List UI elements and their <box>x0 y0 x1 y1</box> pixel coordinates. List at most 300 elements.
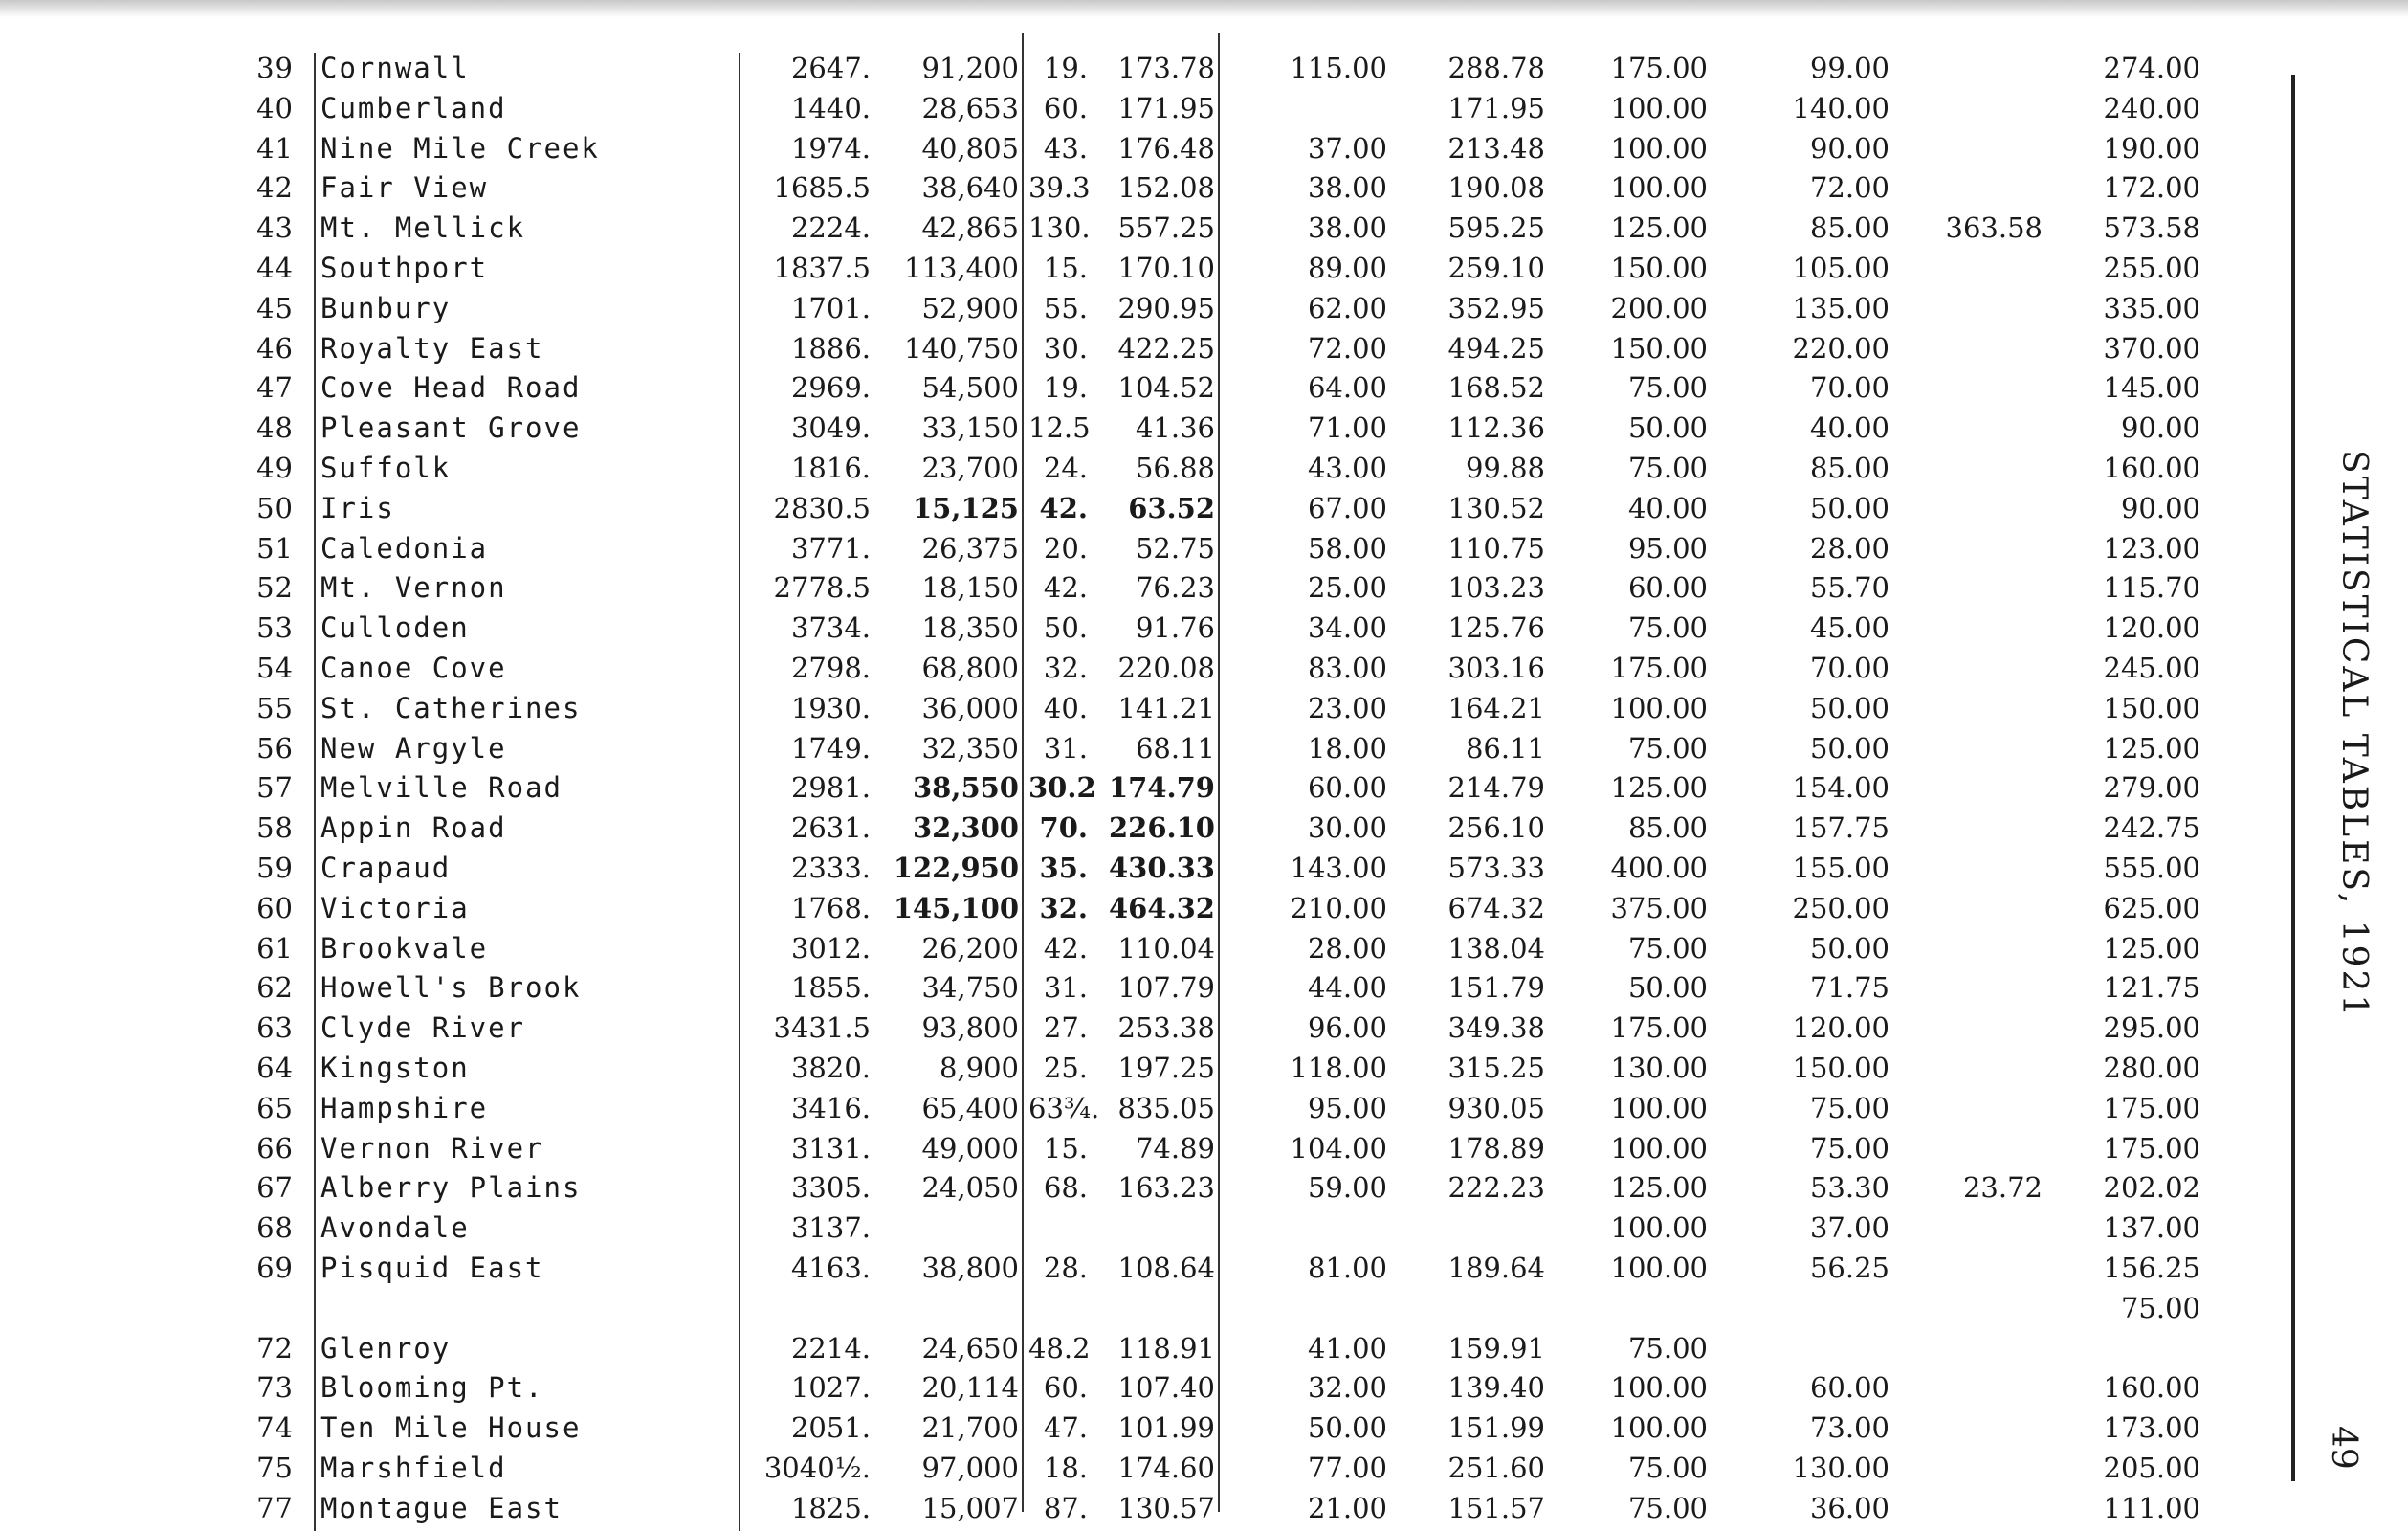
value-c6: 171.95 <box>1447 92 1545 124</box>
value-c5: 72.00 <box>1307 332 1387 365</box>
table-row <box>0 1208 2408 1248</box>
value-c6: 110.75 <box>1447 532 1545 565</box>
value-c5: 64.00 <box>1307 371 1387 404</box>
value-c6: 213.48 <box>1447 132 1545 165</box>
value-c5: 34.00 <box>1307 611 1387 644</box>
district-name-label: Appin Road <box>320 811 517 844</box>
value-c1: 2778.5 <box>773 571 871 604</box>
district-name-label: Howell's Brook <box>320 971 590 1004</box>
value-c2: 32,350 <box>921 732 1019 765</box>
district-name-label: Culloden <box>320 611 479 644</box>
value-c5: 89.00 <box>1307 252 1387 284</box>
value-c6: 930.05 <box>1447 1092 1545 1124</box>
value-c7: 100.00 <box>1610 1211 1708 1244</box>
value-c7: 75.00 <box>1627 1452 1708 1484</box>
value-c3: 68. <box>1043 1171 1088 1204</box>
value-c4: 130.57 <box>1117 1492 1215 1524</box>
value-c8: 157.75 <box>1792 811 1889 844</box>
value-c8: 28.00 <box>1809 532 1889 565</box>
value-c5: 38.00 <box>1307 211 1387 244</box>
district-name-label: Blooming Pt. <box>320 1371 554 1404</box>
value-c3: 15. <box>1043 1132 1088 1165</box>
value-c4: 174.79 <box>1109 771 1215 804</box>
table-row <box>0 728 2408 768</box>
district-name <box>320 1088 722 1128</box>
value-c10: 202.02 <box>2103 1171 2200 1204</box>
value-c1: 3734. <box>790 611 871 644</box>
value-c4: 176.48 <box>1117 132 1215 165</box>
value-c5: 60.00 <box>1307 771 1387 804</box>
value-c6: 99.88 <box>1465 452 1545 484</box>
row-number: 50 <box>256 492 294 524</box>
value-c5: 95.00 <box>1307 1092 1387 1124</box>
value-c5: 25.00 <box>1307 571 1387 604</box>
district-name <box>320 1048 722 1088</box>
value-c2: 93,800 <box>921 1011 1019 1044</box>
table-row <box>0 648 2408 688</box>
value-c1: 3305. <box>790 1171 871 1204</box>
value-c3: 15. <box>1043 252 1088 284</box>
value-c5: 67.00 <box>1307 492 1387 524</box>
value-c3: 42. <box>1043 932 1088 965</box>
value-c3: 40. <box>1043 692 1088 724</box>
value-c7: 75.00 <box>1627 1332 1708 1365</box>
district-name <box>320 448 722 488</box>
value-c4: 163.23 <box>1117 1171 1215 1204</box>
row-number: 67 <box>256 1171 294 1204</box>
value-c5: 83.00 <box>1307 652 1387 684</box>
value-c2: 23,700 <box>921 452 1019 484</box>
value-c2: 15,007 <box>921 1492 1019 1524</box>
row-number: 73 <box>256 1371 294 1404</box>
table-row <box>0 967 2408 1008</box>
value-c2: 140,750 <box>904 332 1019 365</box>
value-c7: 75.00 <box>1627 452 1708 484</box>
district-name <box>320 1408 722 1448</box>
table-row <box>0 567 2408 608</box>
row-number: 75 <box>256 1452 294 1484</box>
district-name <box>320 1008 722 1048</box>
district-name-label: Pisquid East <box>320 1252 554 1284</box>
value-c2: 33,150 <box>921 411 1019 444</box>
value-c4: 170.10 <box>1117 252 1215 284</box>
value-c7: 75.00 <box>1627 1492 1708 1524</box>
value-c4: 197.25 <box>1117 1052 1215 1084</box>
table-row <box>0 888 2408 928</box>
district-name <box>320 688 722 728</box>
value-c6: 164.21 <box>1447 692 1545 724</box>
district-name-label: Pleasant Grove <box>320 411 590 444</box>
value-c8: 155.00 <box>1792 852 1889 884</box>
district-name-label: Brookvale <box>320 932 497 965</box>
value-c3: 24. <box>1043 452 1088 484</box>
value-c1: 1701. <box>790 292 871 324</box>
value-c10: 335.00 <box>2103 292 2200 324</box>
value-c8: 72.00 <box>1809 171 1889 204</box>
value-c1: 1440. <box>790 92 871 124</box>
value-c4: 174.60 <box>1117 1452 1215 1484</box>
value-c5: 59.00 <box>1307 1171 1387 1204</box>
value-c6: 256.10 <box>1447 811 1545 844</box>
value-c1: 2333. <box>790 852 871 884</box>
value-c8: 71.75 <box>1809 971 1889 1004</box>
value-c10: 172.00 <box>2103 171 2200 204</box>
row-number: 45 <box>256 292 294 324</box>
value-c2: 24,050 <box>921 1171 1019 1204</box>
row-number: 39 <box>256 52 294 84</box>
row-number: 53 <box>256 611 294 644</box>
district-name-label: Crapaud <box>320 852 460 884</box>
table-row <box>0 528 2408 568</box>
value-c10: 573.58 <box>2103 211 2200 244</box>
value-c2: 38,640 <box>921 171 1019 204</box>
value-c8: 135.00 <box>1792 292 1889 324</box>
value-c4: 152.08 <box>1117 171 1215 204</box>
value-c4: 220.08 <box>1117 652 1215 684</box>
value-c7: 130.00 <box>1610 1052 1708 1084</box>
value-c8: 85.00 <box>1809 452 1889 484</box>
value-c7: 50.00 <box>1627 411 1708 444</box>
value-c3: 60. <box>1043 92 1088 124</box>
district-name <box>320 1248 722 1288</box>
value-c1: 2051. <box>790 1411 871 1444</box>
value-c3: 47. <box>1043 1411 1088 1444</box>
district-name-label: Montague East <box>320 1492 572 1524</box>
value-c10: 242.75 <box>2103 811 2200 844</box>
row-number: 69 <box>256 1252 294 1284</box>
value-c2: 38,550 <box>913 771 1019 804</box>
district-name <box>320 1167 722 1208</box>
value-c5: 44.00 <box>1307 971 1387 1004</box>
row-number: 64 <box>256 1052 294 1084</box>
district-name <box>320 1128 722 1168</box>
value-c10: 175.00 <box>2103 1092 2200 1124</box>
value-c1: 2969. <box>790 371 871 404</box>
value-c4: 141.21 <box>1117 692 1215 724</box>
value-c10: 90.00 <box>2120 411 2200 444</box>
value-c6: 494.25 <box>1447 332 1545 365</box>
page-number: 49 <box>2324 1426 2363 1470</box>
district-name <box>320 1288 722 1328</box>
value-c4: 422.25 <box>1117 332 1215 365</box>
value-c6: 352.95 <box>1447 292 1545 324</box>
row-number: 66 <box>256 1132 294 1165</box>
value-c5: 18.00 <box>1307 732 1387 765</box>
district-name <box>320 728 722 768</box>
value-c1: 3137. <box>790 1211 871 1244</box>
district-name <box>320 488 722 528</box>
value-c8: 140.00 <box>1792 92 1889 124</box>
value-c7: 95.00 <box>1627 532 1708 565</box>
row-number: 47 <box>256 371 294 404</box>
value-c10: 125.00 <box>2103 732 2200 765</box>
value-c4: 110.04 <box>1117 932 1215 965</box>
value-c5: 23.00 <box>1307 692 1387 724</box>
district-name-label: Mt. Mellick <box>320 211 535 244</box>
table-row <box>0 848 2408 888</box>
table-row <box>0 1288 2408 1328</box>
value-c7: 375.00 <box>1610 892 1708 924</box>
value-c2: 65,400 <box>921 1092 1019 1124</box>
table-row <box>0 1328 2408 1368</box>
value-c4: 118.91 <box>1117 1332 1215 1365</box>
value-c2: 38,800 <box>921 1252 1019 1284</box>
value-c7: 75.00 <box>1627 611 1708 644</box>
value-c3: 19. <box>1043 371 1088 404</box>
district-name-label: Royalty East <box>320 332 554 365</box>
row-number: 59 <box>256 852 294 884</box>
district-name-label: Kingston <box>320 1052 479 1084</box>
value-c10: 295.00 <box>2103 1011 2200 1044</box>
value-c4: 104.52 <box>1117 371 1215 404</box>
district-name <box>320 928 722 968</box>
district-name <box>320 808 722 848</box>
district-name-label: Suffolk <box>320 452 460 484</box>
district-name <box>320 88 722 128</box>
district-name-label: Cove Head Road <box>320 371 590 404</box>
value-c3: 19. <box>1043 52 1088 84</box>
row-number: 44 <box>256 252 294 284</box>
value-c5: 96.00 <box>1307 1011 1387 1044</box>
value-c5: 71.00 <box>1307 411 1387 444</box>
value-c5: 37.00 <box>1307 132 1387 165</box>
value-c10: 625.00 <box>2103 892 2200 924</box>
district-name-label: Cornwall <box>320 52 479 84</box>
value-c3: 70. <box>1039 811 1088 844</box>
value-c5: 104.00 <box>1290 1132 1387 1165</box>
row-number: 57 <box>256 771 294 804</box>
row-number: 41 <box>256 132 294 165</box>
value-c6: 159.91 <box>1447 1332 1545 1365</box>
value-c1: 2631. <box>790 811 871 844</box>
value-c4: 430.33 <box>1109 852 1215 884</box>
district-name-label: Melville Road <box>320 771 572 804</box>
district-name <box>320 608 722 648</box>
value-c6: 112.36 <box>1447 411 1545 444</box>
value-c5: 32.00 <box>1307 1371 1387 1404</box>
value-c2: 21,700 <box>921 1411 1019 1444</box>
value-c3: 18. <box>1043 1452 1088 1484</box>
row-number: 40 <box>256 92 294 124</box>
value-c6: 86.11 <box>1465 732 1545 765</box>
value-c8: 150.00 <box>1792 1052 1889 1084</box>
value-c7: 125.00 <box>1610 1171 1708 1204</box>
value-c4: 253.38 <box>1117 1011 1215 1044</box>
value-c1: 1685.5 <box>773 171 871 204</box>
value-c8: 45.00 <box>1809 611 1889 644</box>
value-c10: 120.00 <box>2103 611 2200 644</box>
value-c8: 55.70 <box>1809 571 1889 604</box>
value-c3: 25. <box>1043 1052 1088 1084</box>
row-number: 54 <box>256 652 294 684</box>
value-c5: 62.00 <box>1307 292 1387 324</box>
value-c7: 150.00 <box>1610 332 1708 365</box>
value-c6: 674.32 <box>1447 892 1545 924</box>
value-c3: 42. <box>1039 492 1088 524</box>
district-name-label: St. Catherines <box>320 692 590 724</box>
table-row <box>0 88 2408 128</box>
value-c3: 130. <box>1028 211 1091 244</box>
value-c3: 31. <box>1043 971 1088 1004</box>
value-c3: 30. <box>1043 332 1088 365</box>
table-row <box>0 767 2408 808</box>
value-c1: 3131. <box>790 1132 871 1165</box>
value-c8: 120.00 <box>1792 1011 1889 1044</box>
value-c8: 50.00 <box>1809 692 1889 724</box>
value-c8: 220.00 <box>1792 332 1889 365</box>
value-c3: 35. <box>1039 852 1088 884</box>
table-row <box>0 1128 2408 1168</box>
value-c5: 77.00 <box>1307 1452 1387 1484</box>
district-name <box>320 967 722 1008</box>
value-c8: 154.00 <box>1792 771 1889 804</box>
value-c4: 107.79 <box>1117 971 1215 1004</box>
right-margin-rule <box>2291 75 2295 1481</box>
value-c8: 75.00 <box>1809 1132 1889 1165</box>
value-c10: 245.00 <box>2103 652 2200 684</box>
table-row <box>0 1488 2408 1528</box>
value-c8: 73.00 <box>1809 1411 1889 1444</box>
value-c1: 2647. <box>790 52 871 84</box>
row-number: 61 <box>256 932 294 965</box>
district-name-label: Caledonia <box>320 532 497 565</box>
district-name-label: Marshfield <box>320 1452 517 1484</box>
district-name-label: Mt. Vernon <box>320 571 517 604</box>
table-row <box>0 1248 2408 1288</box>
value-c10: 150.00 <box>2103 692 2200 724</box>
value-c10: 279.00 <box>2103 771 2200 804</box>
table-row <box>0 688 2408 728</box>
value-c10: 175.00 <box>2103 1132 2200 1165</box>
value-c7: 100.00 <box>1610 1092 1708 1124</box>
value-c1: 1816. <box>790 452 871 484</box>
value-c8: 36.00 <box>1809 1492 1889 1524</box>
district-name <box>320 648 722 688</box>
value-c3: 28. <box>1043 1252 1088 1284</box>
value-c7: 100.00 <box>1610 1411 1708 1444</box>
value-c7: 150.00 <box>1610 252 1708 284</box>
value-c3: 30.2 <box>1028 771 1096 804</box>
value-c6: 573.33 <box>1447 852 1545 884</box>
table-row <box>0 808 2408 848</box>
value-c10: 90.00 <box>2120 492 2200 524</box>
value-c8: 75.00 <box>1809 1092 1889 1124</box>
value-c5: 115.00 <box>1290 52 1387 84</box>
value-c2: 97,000 <box>921 1452 1019 1484</box>
value-c7: 125.00 <box>1610 771 1708 804</box>
value-c1: 3771. <box>790 532 871 565</box>
value-c5: 81.00 <box>1307 1252 1387 1284</box>
district-name-label: Bunbury <box>320 292 460 324</box>
row-number: 77 <box>256 1492 294 1524</box>
value-c6: 168.52 <box>1447 371 1545 404</box>
value-c7: 60.00 <box>1627 571 1708 604</box>
value-c1: 1768. <box>790 892 871 924</box>
table-row <box>0 448 2408 488</box>
value-c8: 56.25 <box>1809 1252 1889 1284</box>
value-c8: 37.00 <box>1809 1211 1889 1244</box>
district-name <box>320 888 722 928</box>
value-c5: 38.00 <box>1307 171 1387 204</box>
district-name-label: Glenroy <box>320 1332 460 1365</box>
value-c5: 50.00 <box>1307 1411 1387 1444</box>
value-c5: 21.00 <box>1307 1492 1387 1524</box>
value-c2: 52,900 <box>921 292 1019 324</box>
value-c10: 137.00 <box>2103 1211 2200 1244</box>
value-c10: 115.70 <box>2103 571 2200 604</box>
value-c6: 288.78 <box>1447 52 1545 84</box>
row-number: 43 <box>256 211 294 244</box>
district-name <box>320 48 722 88</box>
value-c7: 175.00 <box>1610 52 1708 84</box>
district-name-label: Cumberland <box>320 92 517 124</box>
district-name-label: Southport <box>320 252 497 284</box>
value-c6: 151.79 <box>1447 971 1545 1004</box>
value-c1: 1749. <box>790 732 871 765</box>
row-number: 58 <box>256 811 294 844</box>
value-c10: 240.00 <box>2103 92 2200 124</box>
value-c6: 189.64 <box>1447 1252 1545 1284</box>
value-c1: 3431.5 <box>773 1011 871 1044</box>
value-c10: 111.00 <box>2103 1492 2200 1524</box>
value-c3: 48.2 <box>1028 1332 1091 1365</box>
value-c4: 171.95 <box>1117 92 1215 124</box>
district-name-label: Fair View <box>320 171 497 204</box>
value-c5: 210.00 <box>1290 892 1387 924</box>
value-c1: 3416. <box>790 1092 871 1124</box>
value-c6: 259.10 <box>1447 252 1545 284</box>
value-c7: 75.00 <box>1627 932 1708 965</box>
value-c2: 32,300 <box>913 811 1019 844</box>
district-name-label: Ten Mile House <box>320 1411 590 1444</box>
value-c10: 123.00 <box>2103 532 2200 565</box>
district-name-label: Clyde River <box>320 1011 535 1044</box>
district-name <box>320 167 722 208</box>
value-c6: 349.38 <box>1447 1011 1545 1044</box>
value-c8: 130.00 <box>1792 1452 1889 1484</box>
district-name <box>320 208 722 248</box>
value-c6: 178.89 <box>1447 1132 1545 1165</box>
value-c8: 50.00 <box>1809 932 1889 965</box>
value-c7: 100.00 <box>1610 1132 1708 1165</box>
table-row <box>0 128 2408 168</box>
value-c2: 54,500 <box>921 371 1019 404</box>
value-c1: 3820. <box>790 1052 871 1084</box>
value-c2: 40,805 <box>921 132 1019 165</box>
value-c2: 34,750 <box>921 971 1019 1004</box>
row-number: 72 <box>256 1332 294 1365</box>
value-c7: 100.00 <box>1610 1371 1708 1404</box>
value-c8: 50.00 <box>1809 732 1889 765</box>
value-c5: 143.00 <box>1290 852 1387 884</box>
table-row <box>0 48 2408 88</box>
table-row <box>0 367 2408 408</box>
value-c10: 255.00 <box>2103 252 2200 284</box>
value-c2: 26,375 <box>921 532 1019 565</box>
value-c7: 175.00 <box>1610 1011 1708 1044</box>
value-c7: 175.00 <box>1610 652 1708 684</box>
value-c2: 42,865 <box>921 211 1019 244</box>
value-c2: 122,950 <box>893 852 1019 884</box>
row-number: 62 <box>256 971 294 1004</box>
district-name <box>320 848 722 888</box>
value-c2: 113,400 <box>904 252 1019 284</box>
value-c3: 39.3 <box>1028 171 1091 204</box>
table-row <box>0 608 2408 648</box>
value-c8: 250.00 <box>1792 892 1889 924</box>
district-name-label: Avondale <box>320 1211 479 1244</box>
district-name <box>320 1488 722 1528</box>
